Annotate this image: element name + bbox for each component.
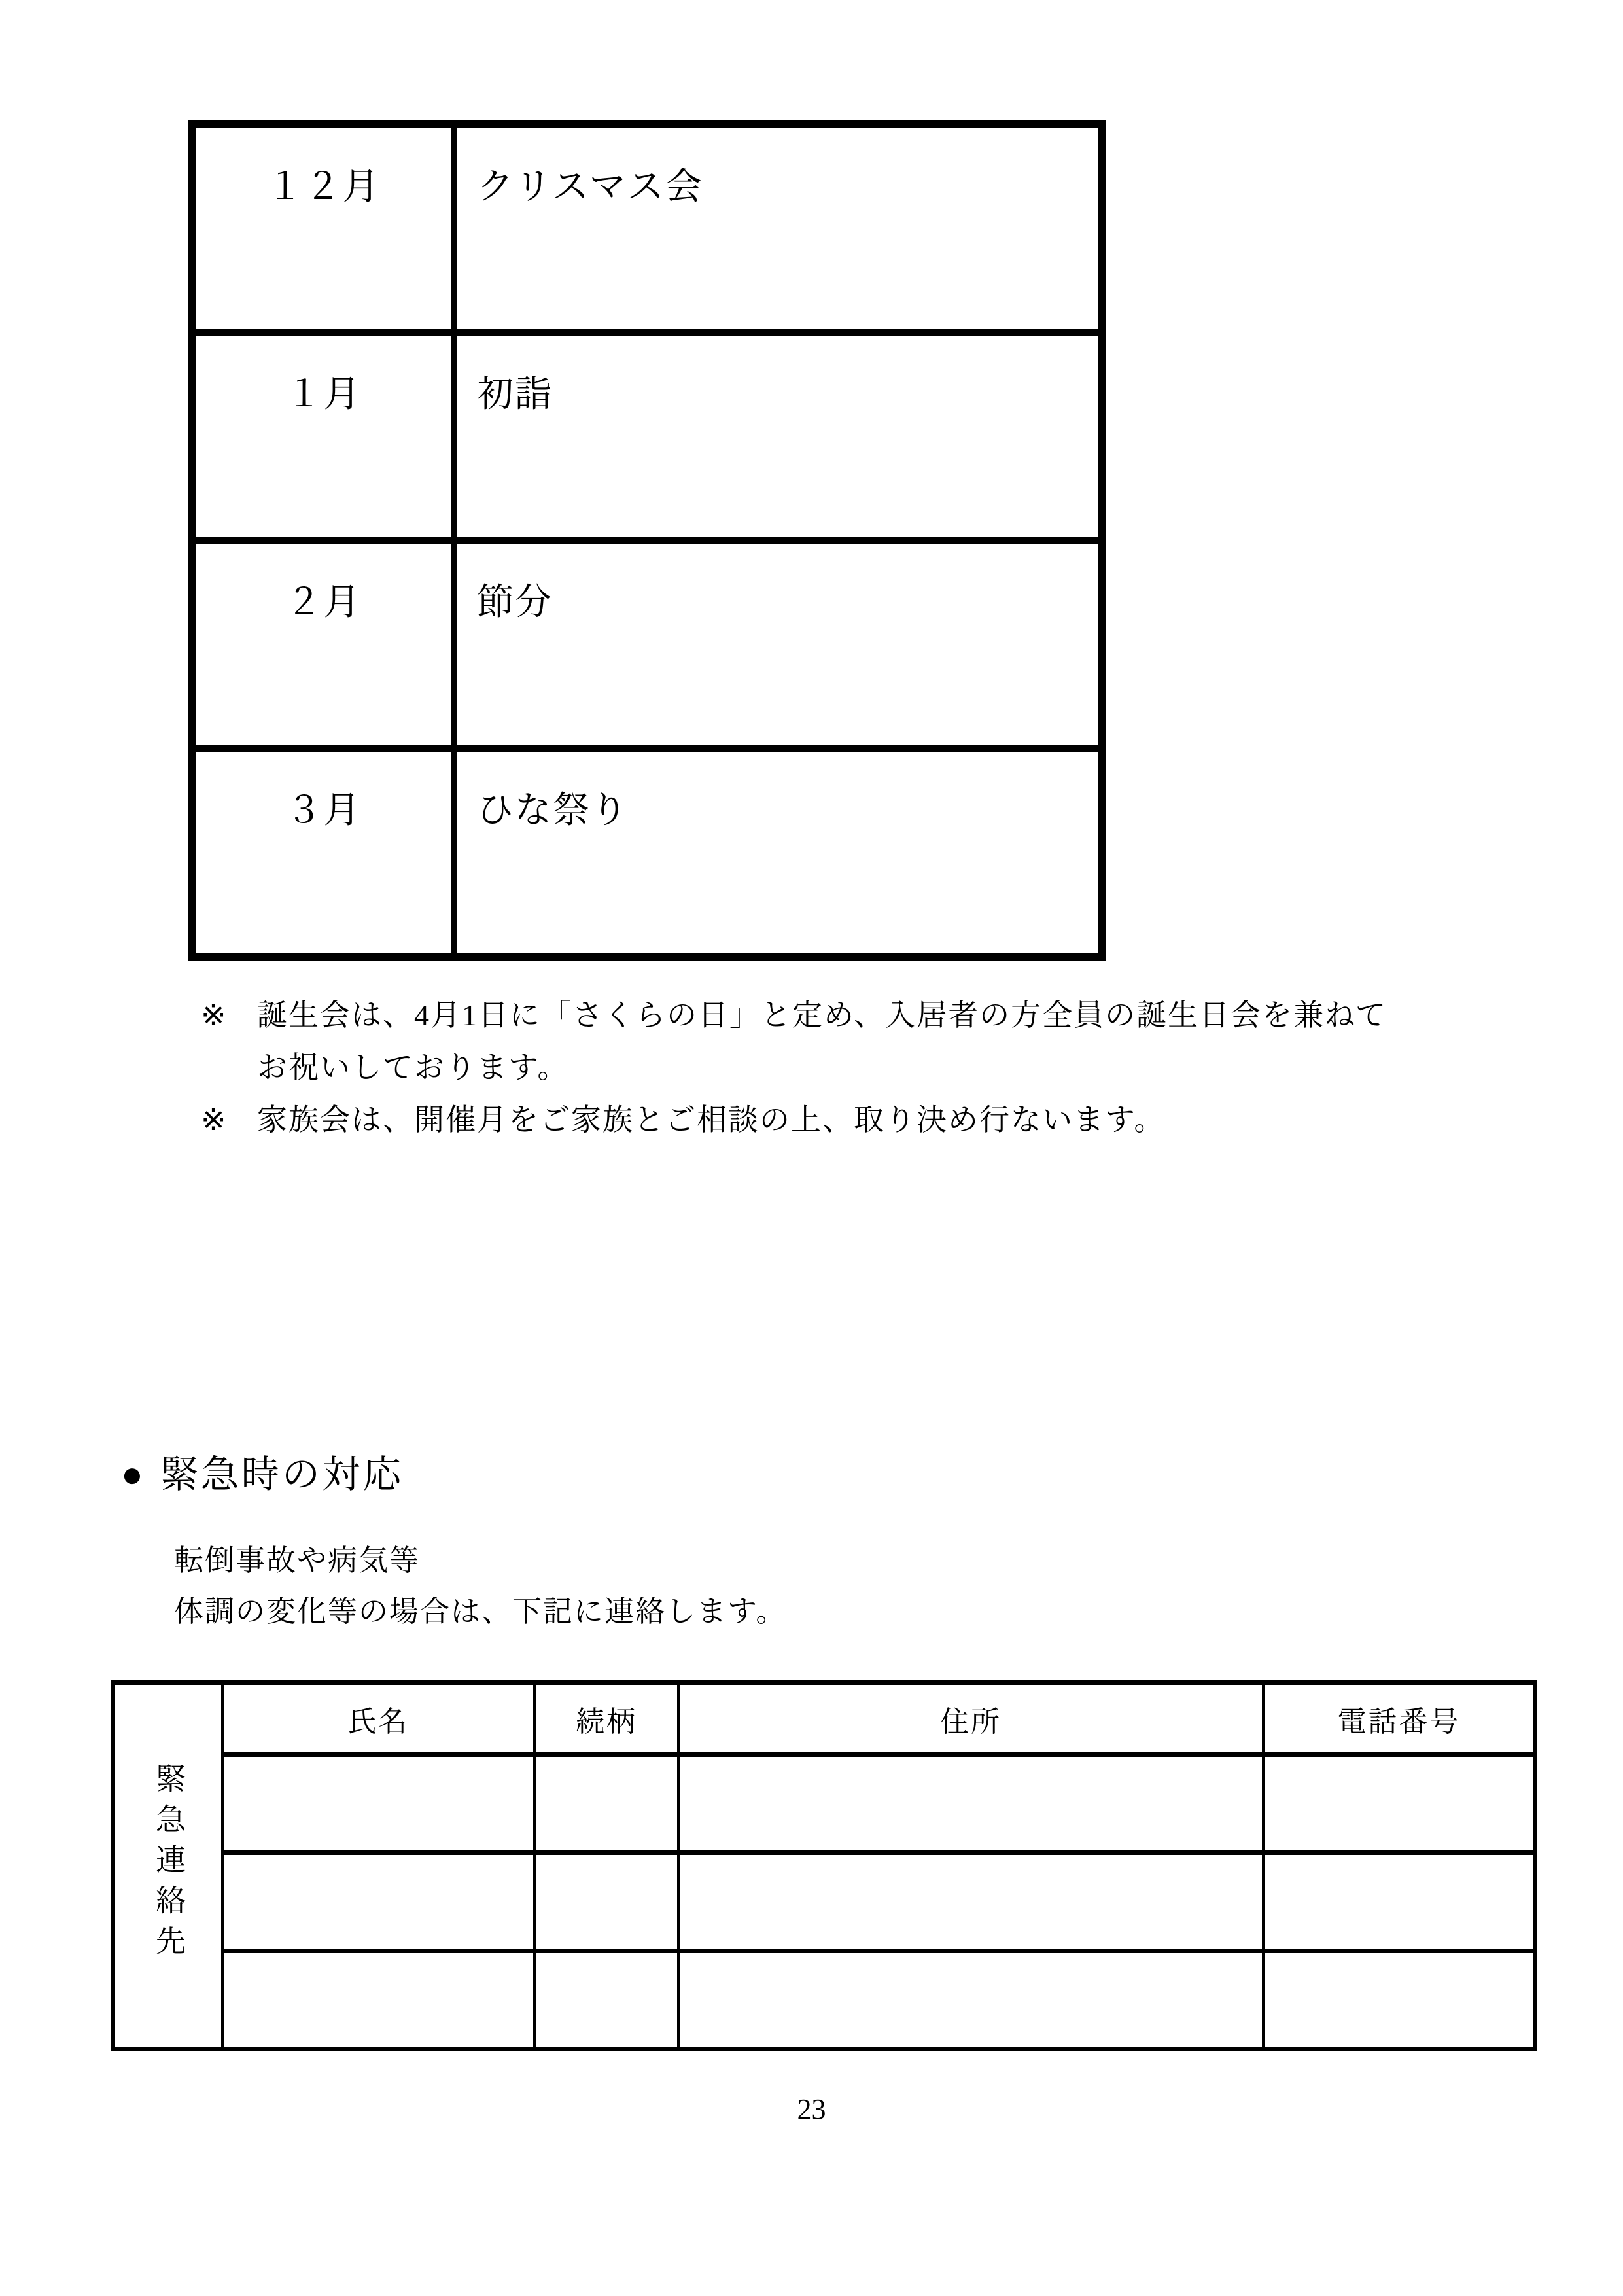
contact-empty-cell: [534, 1853, 678, 1951]
contact-group-label-cell: [113, 1683, 222, 2049]
event-month: １月: [192, 332, 454, 540]
event-month: ３月: [192, 749, 454, 957]
notes-block: [201, 989, 1387, 1146]
contact-row: [113, 1755, 1535, 1853]
note-line: [201, 1042, 1387, 1094]
contact-empty-cell: [222, 1951, 534, 2049]
contact-empty-cell: [534, 1755, 678, 1853]
contact-empty-cell: [1263, 1755, 1535, 1853]
contact-header-name: 氏名: [222, 1683, 534, 1755]
note-marker-spacer: [201, 1042, 257, 1094]
emergency-contact-table: [111, 1680, 1537, 2051]
event-row: [192, 332, 1102, 540]
event-row: [192, 540, 1102, 749]
event-month: １２月: [192, 124, 454, 332]
section-heading: [121, 1451, 404, 1498]
contact-header-phone: 電話番号: [1263, 1683, 1535, 1755]
section-body-line: 転倒事故や病気等: [174, 1544, 421, 1577]
event-name: 初詣: [454, 332, 1102, 540]
contact-group-label: 緊急連絡先: [152, 1763, 185, 1966]
note-marker: ※: [201, 1103, 228, 1137]
event-name: クリスマス会: [454, 124, 1102, 332]
event-row: [192, 749, 1102, 957]
event-schedule-table: [188, 120, 1106, 961]
event-name: ひな祭り: [454, 749, 1102, 957]
note-marker: ※: [201, 998, 228, 1032]
contact-row: [113, 1853, 1535, 1951]
contact-header-address: 住所: [678, 1683, 1263, 1755]
contact-empty-cell: [222, 1853, 534, 1951]
note-line: [201, 989, 1387, 1042]
note-text: 家族会は、開催月をご家族とご相談の上、取り決め行ないます。: [257, 1103, 1166, 1137]
bullet-icon: ●: [121, 1455, 146, 1495]
contact-empty-cell: [1263, 1853, 1535, 1951]
contact-empty-cell: [678, 1951, 1263, 2049]
note-text: お祝いしております。: [257, 1051, 569, 1084]
contact-empty-cell: [678, 1755, 1263, 1853]
note-line: [201, 1094, 1387, 1146]
section-title: 緊急時の対応: [160, 1453, 404, 1496]
event-name: 節分: [454, 540, 1102, 749]
contact-empty-cell: [678, 1853, 1263, 1951]
contact-empty-cell: [534, 1951, 678, 2049]
note-text: 誕生会は、4月1日に「さくらの日」と定め、入居者の方全員の誕生日会を兼ねて: [257, 998, 1387, 1032]
page-number: 23: [797, 2093, 826, 2125]
contact-empty-cell: [222, 1755, 534, 1853]
section-body-line: 体調の変化等の場合は、下記に連絡します。: [174, 1595, 787, 1628]
contact-row: [113, 1951, 1535, 2049]
contact-empty-cell: [1263, 1951, 1535, 2049]
contact-header-row: [113, 1683, 1535, 1755]
event-month: ２月: [192, 540, 454, 749]
contact-header-relation: 続柄: [534, 1683, 678, 1755]
event-row: [192, 124, 1102, 332]
section-body: [174, 1535, 786, 1637]
